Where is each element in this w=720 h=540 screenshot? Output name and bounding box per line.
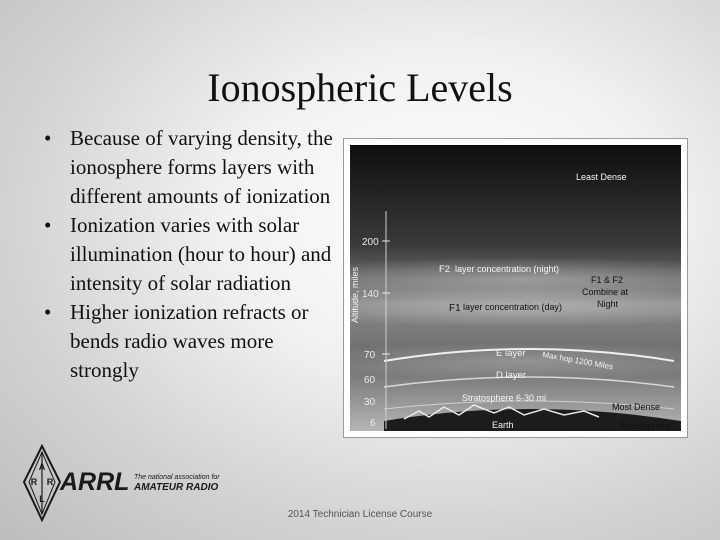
seal-letter: A — [38, 462, 46, 472]
arrl-wordmark: ARRL — [60, 468, 130, 496]
seal-letter: R — [30, 477, 38, 487]
tick-label: 140 — [362, 289, 379, 300]
combine-note-line: Combine at — [582, 287, 629, 297]
max-hop-label: Max hop 1200 Miles — [541, 350, 614, 372]
bullet-dot: • — [44, 300, 52, 324]
f2-layer-label: layer concentration (night) — [455, 264, 560, 274]
slide-title: Ionospheric Levels — [207, 65, 513, 110]
f1-prefix: F1 — [449, 303, 461, 314]
bullet-list — [44, 124, 344, 385]
ionosphere-diagram — [343, 138, 688, 438]
logo-tagline-bold: AMATEUR RADIO — [134, 482, 219, 493]
bullet-item — [44, 124, 344, 211]
combine-note-line: Night — [597, 299, 619, 309]
tick-label: 70 — [364, 350, 376, 361]
combine-note-line: F1 & F2 — [591, 275, 624, 285]
tick-label: 6 — [370, 418, 376, 429]
bullet-item — [44, 211, 344, 298]
axis-label: Altitude, miles — [350, 266, 360, 323]
f2-prefix: F2 — [439, 264, 451, 275]
tick-label: 200 — [362, 237, 379, 248]
footer-text: 2014 Technician License Course — [287, 509, 433, 520]
bullet-text: Because of varying density, the ionosphere forms layers with different amounts of ionization — [70, 126, 333, 208]
f1-layer-label: layer concentration (day) — [463, 302, 563, 312]
bullet-item — [44, 298, 344, 385]
logo-tagline: The national association for — [134, 474, 220, 481]
d-layer-label: D layer — [496, 370, 527, 381]
bullet-text: Higher ionization refracts or bends radio waves more strongly — [70, 300, 309, 382]
e-layer-label: E layer — [496, 348, 526, 359]
stratosphere-label: Stratosphere 6-30 mi — [462, 393, 547, 403]
seal-letter: R — [46, 477, 54, 487]
bullet-dot: • — [44, 213, 52, 237]
tick-label: 30 — [364, 397, 376, 408]
bullet-dot: • — [44, 126, 52, 150]
tick-label: 60 — [364, 375, 376, 386]
troposphere-label: Troposphere — [620, 421, 671, 431]
most-dense-label: Most Dense — [612, 402, 661, 412]
bullet-text: Ionization varies with solar illumination (hour to hour) and intensity of solar radiation — [70, 213, 332, 295]
seal-letter: L — [39, 494, 45, 504]
least-dense-label: Least Dense — [576, 172, 627, 182]
earth-label: Earth — [492, 420, 514, 430]
